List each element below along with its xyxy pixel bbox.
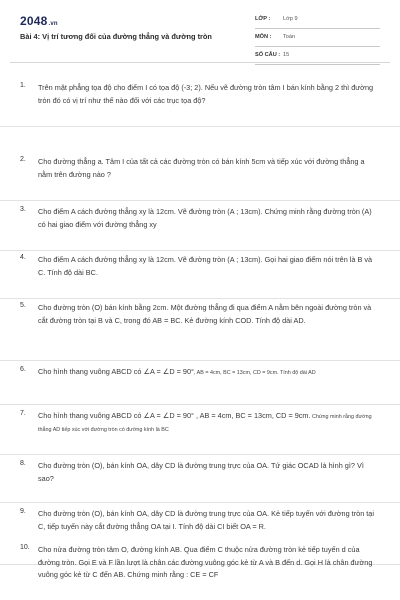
meta-row-class — [255, 13, 380, 29]
meta-row-subject — [255, 31, 380, 47]
site-logo[interactable] — [20, 14, 58, 28]
question-text: Cho điểm A cách đường thẳng xy là 12cm. Vẽ đường tròn (A ; 13cm). Chứng minh rằng đường tròn (A) có hai giao điểm với đường thẳng xy — [38, 207, 372, 229]
question-item — [0, 366, 400, 405]
question-number: 2. — [20, 156, 26, 163]
question-item — [0, 544, 400, 600]
question-text — [38, 366, 380, 379]
question-number: 5. — [20, 302, 26, 309]
question-text: Cho đường thẳng a. Tâm I của tất cả các đường tròn có bán kính 5cm và tiếp xúc với đường thẳng a nằm trên đường nào ? — [38, 157, 365, 179]
question-text: Trên mặt phẳng tọa độ cho điểm I có tọa độ (-3; 2). Nếu vẽ đường tròn tâm I bán kính bằng 2 thì đường tròn đó có vị trí như thế nào đối với các trục tọa độ? — [38, 83, 374, 105]
question-text — [38, 410, 380, 435]
question-text: Cho đường tròn (O) bán kính bằng 2cm. Một đường thẳng đi qua điểm A nằm bên ngoài đường tròn và cắt đường tròn tại B và C, trong đó AB = BC. Kẻ đường kính COD. Tính độ dài AD. — [38, 303, 372, 325]
question-text-main: Cho hình thang vuông ABCD có ∠A = ∠D = 90° , AB = 4cm, BC = 13cm, CD = 9cm. — [38, 411, 311, 420]
question-text: Cho đường tròn (O), bán kính OA, dây CD là đường trung trực của OA. Kẻ tiếp tuyến với đường tròn tại C, tiếp tuyến này cắt đường thẳng OA tại I. Tính độ dài CI biết OA = R. — [38, 509, 374, 531]
worksheet-header — [0, 0, 400, 62]
header-divider — [10, 62, 390, 63]
question-text-small: , AB = 4cm, BC = 13cm, CD = 9cm. Tính độ dài AD — [193, 370, 316, 376]
question-text: Cho nửa đường tròn tâm O, đường kính AB. Qua điểm C thuộc nửa đường tròn kẻ tiếp tuyến d của đường tròn. Gọi E và F lần lượt là chân các đường vuông góc kẻ từ A và B đến d. Gọi H là chân đường vuông góc kẻ từ C đến AB. Chứng minh rằng : CE = CF — [38, 545, 373, 579]
question-text-main: Cho hình thang vuông ABCD có ∠A = ∠D = 90° — [38, 367, 194, 376]
meta-label: LỚP : — [255, 16, 271, 22]
question-number: 1. — [20, 82, 26, 89]
logo-main: 2048 — [20, 14, 48, 28]
question-text: Cho điểm A cách đường thẳng xy là 12cm. Vẽ đường tròn (A ; 13cm). Gọi hai giao điểm nói trên là B và C. Tính độ dài BC. — [38, 255, 373, 277]
meta-label: SỐ CÂU : — [255, 52, 281, 58]
question-item — [0, 302, 400, 361]
meta-value: 15 — [283, 52, 290, 58]
meta-value: Toán — [283, 34, 296, 40]
question-item — [0, 410, 400, 455]
question-number: 6. — [20, 366, 26, 373]
question-item — [0, 82, 400, 127]
question-number: 8. — [20, 460, 26, 467]
meta-value: Lớp 9 — [283, 16, 298, 22]
question-text: Cho đường tròn (O), bán kính OA, dây CD là đường trung trực của OA. Tứ giác OCAD là hình gì? Vì sao? — [38, 461, 364, 483]
question-number: 7. — [20, 410, 26, 417]
meta-table — [255, 13, 380, 67]
question-number: 10. — [20, 544, 30, 551]
question-number: 9. — [20, 508, 26, 515]
question-number: 4. — [20, 254, 26, 261]
lesson-title: Bài 4: Vị trí tương đối của đường thẳng và đường tròn — [20, 32, 212, 41]
question-item — [0, 460, 400, 503]
question-item — [0, 254, 400, 299]
question-item — [0, 156, 400, 201]
meta-label: MÔN : — [255, 34, 272, 40]
question-item — [0, 206, 400, 251]
question-text-small: Chứng minh rằng đường thẳng AD tiếp xúc với đường tròn có đường kính là BC — [38, 414, 372, 433]
question-number: 3. — [20, 206, 26, 213]
logo-sub: .vn — [48, 21, 58, 27]
